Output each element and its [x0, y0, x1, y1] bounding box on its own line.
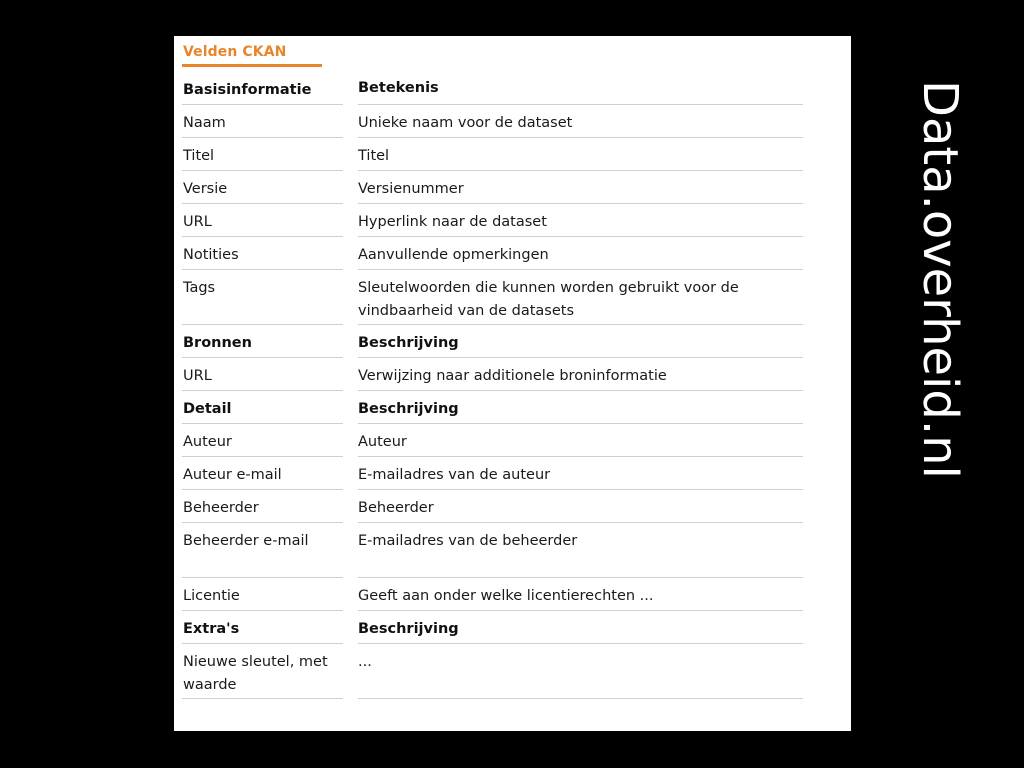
field-name: Notities: [183, 247, 239, 263]
ckan-fields-panel: [174, 36, 851, 731]
field-description: Titel: [358, 148, 390, 164]
field-description: Aanvullende opmerkingen: [358, 247, 549, 263]
field-name: Auteur: [183, 434, 232, 450]
field-description: Verwijzing naar additionele broninformatie: [358, 368, 667, 384]
table-row: [174, 237, 851, 270]
field-description: Beheerder: [358, 500, 434, 516]
table-row: [174, 424, 851, 457]
field-description: Sleutelwoorden die kunnen worden gebruikt voor de vindbaarheid van de datasets: [358, 280, 739, 319]
slide-title-text: Data.overheid.nl: [912, 80, 968, 479]
title-underline: [182, 64, 322, 67]
section-title: Detail: [183, 401, 232, 417]
field-description: Unieke naam voor de dataset: [358, 115, 573, 131]
field-name: URL: [183, 368, 212, 384]
table-row: [174, 578, 851, 611]
field-description: E-mailadres van de auteur: [358, 467, 551, 483]
field-name: Beheerder e-mail: [183, 533, 309, 549]
field-description: ...: [358, 654, 372, 670]
section-title: Bronnen: [183, 335, 252, 351]
table-row: [174, 270, 851, 325]
field-name: Licentie: [183, 588, 240, 604]
table-row: [174, 644, 851, 699]
field-description: Versienummer: [358, 181, 464, 197]
table-section-header-row: [174, 72, 851, 105]
field-description: Geeft aan onder welke licentierechten ...: [358, 588, 654, 604]
section-title: Extra's: [183, 621, 240, 637]
row-divider: [358, 698, 803, 699]
section-column-title: Beschrijving: [358, 401, 459, 417]
table-section-header-row: [174, 325, 851, 358]
field-name: Nieuwe sleutel, met waarde: [183, 654, 328, 693]
panel-title: Velden CKAN: [183, 44, 287, 60]
field-name: Naam: [183, 115, 226, 131]
section-column-title: Beschrijving: [358, 621, 459, 637]
section-column-title: Betekenis: [358, 80, 439, 96]
table-row: [174, 358, 851, 391]
field-name: Tags: [183, 280, 216, 296]
field-name: Auteur e-mail: [183, 467, 282, 483]
table-row: [174, 523, 851, 578]
section-title: Basisinformatie: [183, 82, 312, 98]
table-section-header-row: [174, 391, 851, 424]
field-name: Beheerder: [183, 500, 259, 516]
field-name: URL: [183, 214, 212, 230]
slide-title: [880, 80, 990, 550]
table-row: [174, 457, 851, 490]
table-row: [174, 138, 851, 171]
field-description: Hyperlink naar de dataset: [358, 214, 547, 230]
section-column-title: Beschrijving: [358, 335, 459, 351]
field-name: Versie: [183, 181, 228, 197]
table-row: [174, 204, 851, 237]
table-section-header-row: [174, 611, 851, 644]
table-row: [174, 490, 851, 523]
row-divider: [182, 698, 343, 699]
field-description: E-mailadres van de beheerder: [358, 533, 578, 549]
field-name: Titel: [183, 148, 215, 164]
field-description: Auteur: [358, 434, 407, 450]
table-row: [174, 105, 851, 138]
table-row: [174, 171, 851, 204]
